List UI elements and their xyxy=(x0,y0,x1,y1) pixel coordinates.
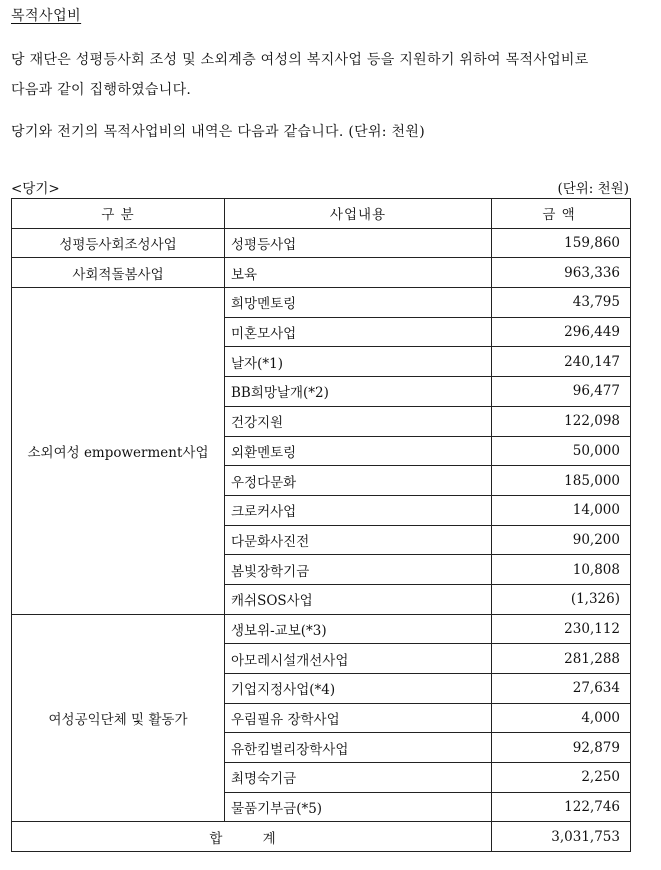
item-cell: 외환멘토링 xyxy=(225,436,492,466)
item-cell: 우정다문화 xyxy=(225,466,492,496)
header-amount: 금 액 xyxy=(492,199,631,229)
amount-cell: 296,449 xyxy=(492,317,631,347)
amount-cell: 240,147 xyxy=(492,347,631,377)
item-cell: 아모레시설개선사업 xyxy=(225,644,492,674)
item-cell: 최명숙기금 xyxy=(225,763,492,793)
page-title: 목적사업비 xyxy=(11,8,82,24)
item-cell: 기업지정사업(*4) xyxy=(225,674,492,704)
detail-paragraph: 당기와 전기의 목적사업비의 내역은 다음과 같습니다. (단위: 천원) xyxy=(11,124,425,140)
category-cell: 사회적돌봄사업 xyxy=(12,258,225,288)
amount-cell: 14,000 xyxy=(492,495,631,525)
item-cell: BB희망날개(*2) xyxy=(225,377,492,407)
amount-cell: 50,000 xyxy=(492,436,631,466)
category-cell: 성평등사회조성사업 xyxy=(12,228,225,258)
item-cell: 다문화사진전 xyxy=(225,525,492,555)
category-cell: 소외여성 empowerment사업 xyxy=(12,288,225,615)
item-cell: 보육 xyxy=(225,258,492,288)
expense-table xyxy=(11,198,631,852)
table-header-row xyxy=(12,199,631,229)
amount-cell: 185,000 xyxy=(492,466,631,496)
intro-paragraph xyxy=(11,45,651,105)
total-amount: 3,031,753 xyxy=(492,822,631,852)
item-cell: 희망멘토링 xyxy=(225,288,492,318)
table-row xyxy=(12,288,631,318)
category-cell: 여성공익단체 및 활동가 xyxy=(12,614,225,822)
amount-cell: 4,000 xyxy=(492,703,631,733)
header-content: 사업내용 xyxy=(225,199,492,229)
amount-cell: (1,326) xyxy=(492,584,631,614)
item-cell: 캐쉬SOS사업 xyxy=(225,584,492,614)
item-cell: 물품기부금(*5) xyxy=(225,792,492,822)
amount-cell: 10,808 xyxy=(492,555,631,585)
amount-cell: 2,250 xyxy=(492,763,631,793)
table-body xyxy=(12,228,631,822)
amount-cell: 230,112 xyxy=(492,614,631,644)
item-cell: 날자(*1) xyxy=(225,347,492,377)
unit-label: (단위: 천원) xyxy=(557,181,629,197)
period-label: <당기> xyxy=(11,181,60,197)
item-cell: 생보위-교보(*3) xyxy=(225,614,492,644)
intro-line-2: 다음과 같이 집행하였습니다. xyxy=(11,82,192,98)
total-row xyxy=(12,822,631,852)
total-label: 합 계 xyxy=(12,822,492,852)
intro-line-1: 당 재단은 성평등사회 조성 및 소외계층 여성의 복지사업 등을 지원하기 위하여 목적사업비로 xyxy=(11,52,589,68)
item-cell: 미혼모사업 xyxy=(225,317,492,347)
amount-cell: 122,098 xyxy=(492,406,631,436)
table-row xyxy=(12,258,631,288)
amount-cell: 96,477 xyxy=(492,377,631,407)
amount-cell: 90,200 xyxy=(492,525,631,555)
item-cell: 봄빛장학기금 xyxy=(225,555,492,585)
amount-cell: 963,336 xyxy=(492,258,631,288)
amount-cell: 27,634 xyxy=(492,674,631,704)
item-cell: 우림필유 장학사업 xyxy=(225,703,492,733)
amount-cell: 281,288 xyxy=(492,644,631,674)
item-cell: 건강지원 xyxy=(225,406,492,436)
amount-cell: 159,860 xyxy=(492,228,631,258)
item-cell: 성평등사업 xyxy=(225,228,492,258)
amount-cell: 122,746 xyxy=(492,792,631,822)
item-cell: 크로커사업 xyxy=(225,495,492,525)
amount-cell: 92,879 xyxy=(492,733,631,763)
table-row xyxy=(12,614,631,644)
item-cell: 유한킴벌리장학사업 xyxy=(225,733,492,763)
amount-cell: 43,795 xyxy=(492,288,631,318)
table-row xyxy=(12,228,631,258)
header-category: 구 분 xyxy=(12,199,225,229)
